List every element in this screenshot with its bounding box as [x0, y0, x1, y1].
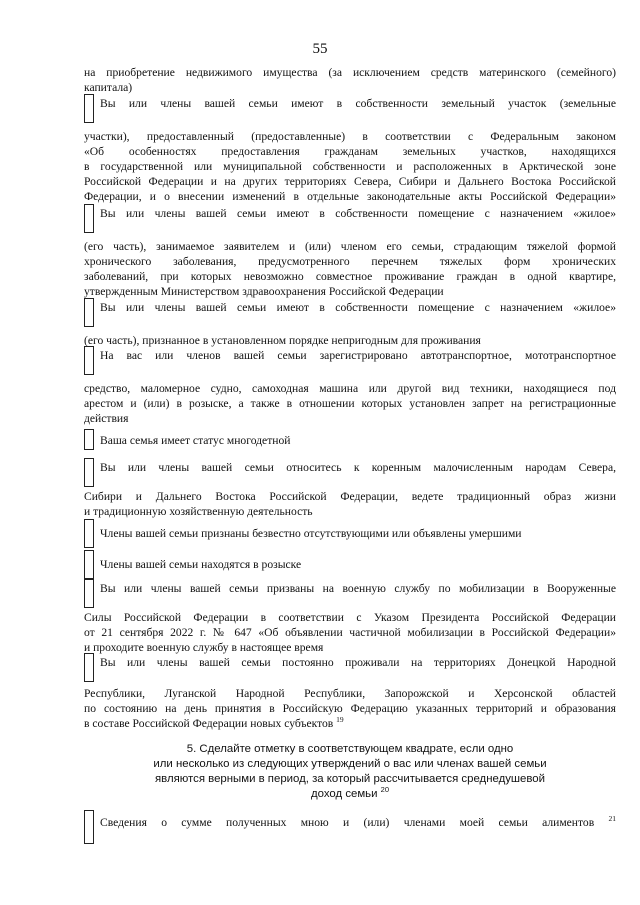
- item-first-line: Вы или члены вашей семьи имеют в собственности помещение с назначением «жилое»: [100, 301, 616, 314]
- item-first-line: Вы или члены вашей семьи призваны на военную службу по мобилизации в Вооруженные: [100, 582, 616, 595]
- item-continuation: [84, 489, 616, 519]
- checkbox-mobilization[interactable]: [84, 579, 94, 608]
- checkbox-indigenous[interactable]: [84, 458, 94, 487]
- item-line: Республики, Луганской Народной Республики, Запорожской и Херсонской областей: [84, 687, 616, 700]
- checkbox-large-family[interactable]: [84, 429, 94, 450]
- checkbox-residential-illness[interactable]: [84, 204, 94, 233]
- section-5-heading: [84, 742, 616, 802]
- section-heading-line: являются верными в период, за который рассчитывается среднедушевой: [154, 773, 546, 785]
- item-continuation: [84, 129, 616, 204]
- footnote-marker: 20: [380, 785, 389, 795]
- section-heading-line: доход семьи: [311, 788, 378, 800]
- intro-line: на приобретение недвижимого имущества (за исключением средств материнского (семейного): [84, 66, 616, 79]
- item-first-line: Члены вашей семьи находятся в розыске: [100, 558, 302, 571]
- item-first-line: Вы или члены вашей семьи относитесь к коренным малочисленным народам Севера,: [100, 461, 616, 474]
- item-line: арестом и (или) в розыске, а также в отношении которых установлен запрет на регистрационные: [84, 397, 616, 410]
- item-new-territories: [84, 653, 616, 682]
- section-heading-line: 5. Сделайте отметку в соответствующем квадрате, если одно: [186, 743, 514, 755]
- checkbox-alimony[interactable]: [84, 810, 94, 844]
- page-number: 55: [312, 41, 328, 57]
- item-residential-unfit: [84, 298, 616, 327]
- item-line: Сибири и Дальнего Востока Российской Федерации, ведете традиционный образ жизни: [84, 490, 616, 503]
- section-heading-line: или несколько из следующих утверждений о вас или членах вашей семьи: [153, 758, 547, 770]
- item-first-line: [100, 810, 616, 830]
- item-continuation: [84, 381, 616, 426]
- item-alimony: [84, 810, 616, 844]
- item-continuation: [84, 610, 616, 655]
- item-line: (его часть), занимаемое заявителем и (или) членом его семьи, страдающим тяжелой формой: [84, 240, 616, 253]
- item-line: «Об особенностях предоставления гражданам земельных участков, находящихся: [84, 145, 616, 158]
- item-line: в составе Российской Федерации новых субъектов: [84, 717, 334, 730]
- item-line: хронического заболевания, предусмотренного перечнем тяжелых форм хронических: [84, 255, 616, 268]
- item-first-line: Вы или члены вашей семьи имеют в собственности помещение с назначением «жилое»: [100, 207, 616, 220]
- checkbox-land-plot[interactable]: [84, 94, 94, 123]
- item-land-plot: [84, 94, 616, 123]
- footnote-marker: 21: [608, 814, 616, 824]
- checkbox-vehicle-arrest[interactable]: [84, 346, 94, 375]
- item-line: и традиционную хозяйственную деятельность: [84, 505, 313, 518]
- item-line: и проходите военную службу в настоящее время: [84, 641, 324, 654]
- item-line: в государственной или муниципальной собственности и расположенных в Арктической зоне: [84, 160, 616, 173]
- item-wanted: [84, 550, 616, 579]
- item-first-line: Вы или члены вашей семьи имеют в собственности земельный участок (земельные: [100, 97, 616, 110]
- item-line: действия: [84, 412, 129, 425]
- item-continuation: [84, 239, 616, 299]
- item-first-line: Члены вашей семьи признаны безвестно отсутствующими или объявлены умершими: [100, 527, 522, 540]
- item-missing-deceased: [84, 519, 616, 548]
- item-line: Федерации, и о внесении изменений в отдельные законодательные акты Российской Федерации»: [84, 190, 616, 203]
- item-line: по состоянию на день принятия в Российскую Федерацию указанных территорий и образования: [84, 702, 616, 715]
- item-first-line: На вас или членов вашей семьи зарегистрировано автотранспортное, мототранспортное: [100, 349, 616, 362]
- checkbox-residential-unfit[interactable]: [84, 298, 94, 327]
- item-line: участки), предоставленный (предоставленные) в соответствии с Федеральным законом: [84, 130, 616, 143]
- footnote-marker: 19: [336, 715, 344, 725]
- item-continuation: [84, 686, 616, 731]
- item-line: средство, маломерное судно, самоходная машина или другой вид техники, находящиеся под: [84, 382, 616, 395]
- checkbox-new-territories[interactable]: [84, 653, 94, 682]
- item-large-family: [84, 429, 616, 450]
- intro-text: [84, 65, 616, 95]
- alimony-text: Сведения о сумме полученных мною и (или) членами моей семьи алиментов: [100, 816, 595, 829]
- checkbox-missing-deceased[interactable]: [84, 519, 94, 548]
- intro-line: капитала): [84, 81, 133, 94]
- item-line: заболеваний, при которых невозможно совместное проживание граждан в одной квартире,: [84, 270, 616, 283]
- checkbox-wanted[interactable]: [84, 550, 94, 579]
- item-mobilization: [84, 579, 616, 608]
- item-indigenous: [84, 458, 616, 487]
- item-residential-illness: [84, 204, 616, 233]
- item-line: (его часть), признанное в установленном порядке непригодным для проживания: [84, 334, 481, 347]
- item-line: утвержденным Министерством здравоохранения Российской Федерации: [84, 285, 444, 298]
- item-line: Российской Федерации и на других территориях Севера, Сибири и Дальнего Востока Российской: [84, 175, 616, 188]
- item-first-line: Ваша семья имеет статус многодетной: [100, 434, 291, 447]
- item-vehicle-arrest: [84, 346, 616, 375]
- item-line: от 21 сентября 2022 г. № 647 «Об объявлении частичной мобилизации в Российской Федерации»: [84, 626, 616, 639]
- item-first-line: Вы или члены вашей семьи постоянно проживали на территориях Донецкой Народной: [100, 656, 616, 669]
- item-line: Силы Российской Федерации в соответствии с Указом Президента Российской Федерации: [84, 611, 616, 624]
